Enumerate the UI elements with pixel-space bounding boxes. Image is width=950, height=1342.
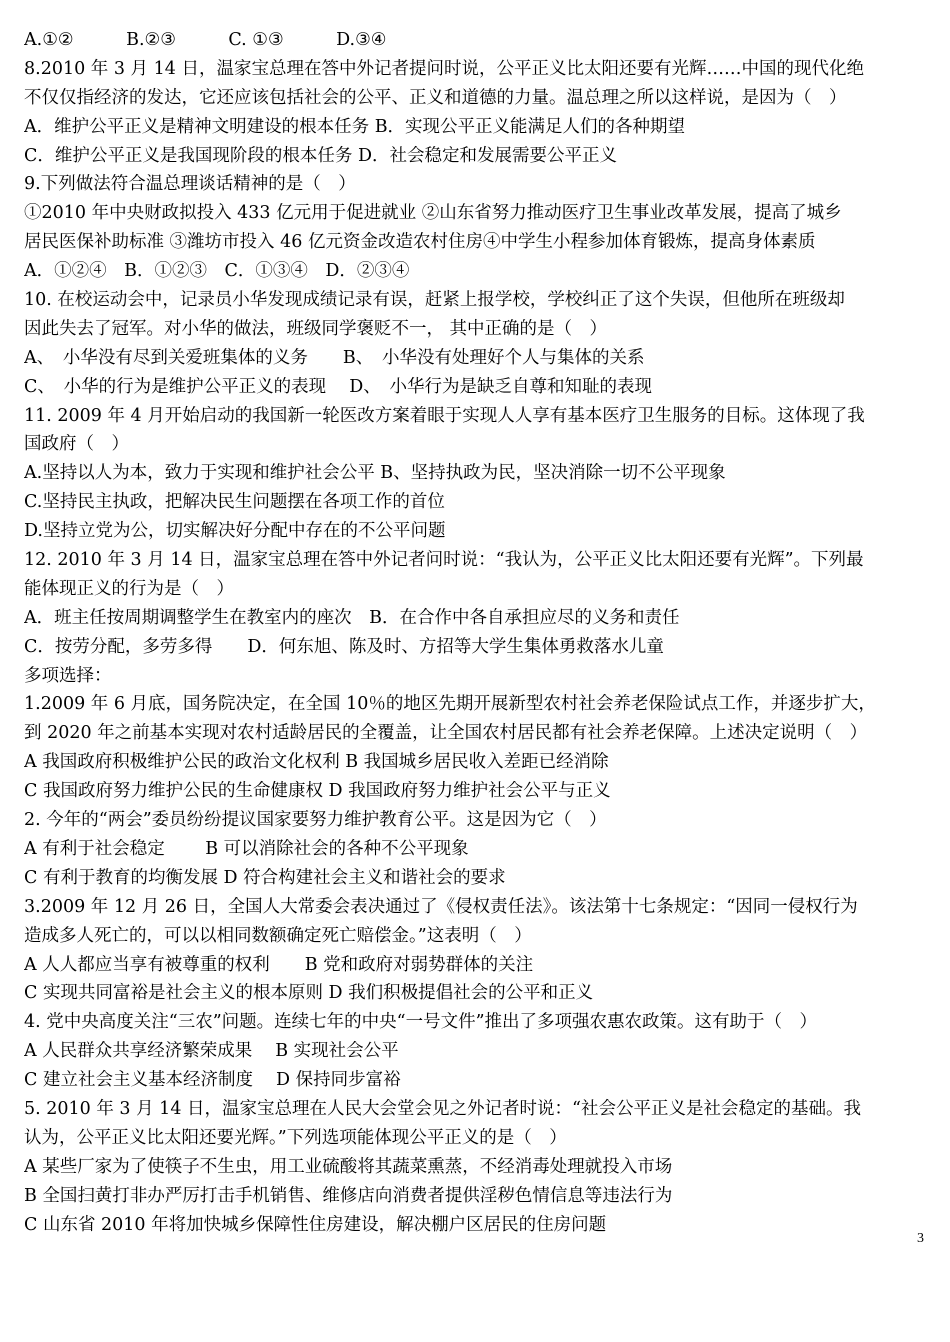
text-line: C 我国政府努力维护公民的生命健康权 D 我国政府努力维护社会公平与正义: [24, 781, 611, 802]
text-line: 2. 今年的“两会”委员纷纷提议国家要努力维护教育公平。这是因为它（ ）: [24, 810, 607, 831]
text-line: A．维护公平正义是精神文明建设的根本任务 B．实现公平正义能满足人们的各种期望: [24, 116, 686, 137]
text-line: A 人民群众共享经济繁荣成果 B 实现社会公平: [24, 1041, 399, 1062]
text-line: A 某些厂家为了使筷子不生虫，用工业硫酸将其蔬菜熏蒸，不经消毒处理就投入市场: [24, 1156, 673, 1177]
text-line: 因此失去了冠军。对小华的做法，班级同学褒贬不一， 其中正确的是（ ）: [24, 318, 608, 339]
text-line: 10. 在校运动会中，记录员小华发现成绩记录有误，赶紧上报学校，学校纠正了这个失误，但他所在班级却: [24, 290, 845, 311]
text-line: 1.2009 年 6 月底，国务院决定，在全国 10％的地区先期开展新型农村社会养老保险试点工作，并逐步扩大，: [24, 694, 876, 715]
text-line: 9.下列做法符合温总理谈话精神的是（ ）: [24, 174, 356, 195]
text-line: C．维护公平正义是我国现阶段的根本任务 D．社会稳定和发展需要公平正义: [24, 145, 617, 166]
text-line: 3.2009 年 12 月 26 日，全国人大常委会表决通过了《侵权责任法》。该法第十七条规定：“因同一侵权行为: [24, 896, 858, 917]
text-line: B 全国扫黄打非办严厉打击手机销售、维修店向消费者提供淫秽色情信息等违法行为: [24, 1185, 673, 1206]
text-line: 造成多人死亡的，可以以相同数额确定死亡赔偿金。”这表明（ ）: [24, 925, 532, 946]
text-line: ①2010 年中央财政拟投入 433 亿元用于促进就业 ②山东省努力推动医疗卫生事业改革发展，提高了城乡: [24, 203, 842, 224]
text-line: 国政府（ ）: [24, 434, 129, 455]
text-line: 认为，公平正义比太阳还要光辉。”下列选项能体现公平正义的是（ ）: [24, 1127, 567, 1148]
text-line: A．①②④ B．①②③ C．①③④ D．②③④: [24, 261, 410, 282]
text-line: 5. 2010 年 3 月 14 日，温家宝总理在人民大会堂会见之外记者时说：“社会公平正义是社会稳定的基础。我: [24, 1098, 861, 1119]
text-line: 到 2020 年之前基本实现对农村适龄居民的全覆盖，让全国农村居民都有社会养老保障。上述决定说明（ ）: [24, 723, 868, 744]
document-page: [24, 26, 930, 1239]
text-line: C．按劳分配，多劳多得 D．何东旭、陈及时、方招等大学生集体勇救落水儿童: [24, 636, 664, 657]
text-line: C 有利于教育的均衡发展 D 符合构建社会主义和谐社会的要求: [24, 867, 506, 888]
text-line: A．班主任按周期调整学生在教室内的座次 B．在合作中各自承担应尽的义务和责任: [24, 607, 680, 628]
text-line: 不仅仅指经济的发达，它还应该包括社会的公平、正义和道德的力量。温总理之所以这样说，是因为（ ）: [24, 87, 847, 108]
text-line: A 有利于社会稳定 B 可以消除社会的各种不公平现象: [24, 838, 469, 859]
text-line: C 建立社会主义基本经济制度 D 保持同步富裕: [24, 1070, 401, 1091]
text-line: A 人人都应当享有被尊重的权利 B 党和政府对弱势群体的关注: [24, 954, 534, 975]
text-line: A、 小华没有尽到关爱班集体的义务 B、 小华没有处理好个人与集体的关系: [24, 347, 645, 368]
text-line: 11. 2009 年 4 月开始启动的我国新一轮医改方案着眼于实现人人享有基本医疗卫生服务的目标。这体现了我: [24, 405, 865, 426]
text-line: 居民医保补助标准 ③潍坊市投入 46 亿元资金改造农村住房④中学生小程参加体育锻炼，提高身体素质: [24, 232, 816, 253]
text-line: 4. 党中央高度关注“三农”问题。连续七年的中央“一号文件”推出了多项强农惠农政策。这有助于（ ）: [24, 1012, 818, 1033]
text-line: D.坚持立党为公，切实解决好分配中存在的不公平问题: [24, 521, 446, 542]
text-line: C、 小华的行为是维护公平正义的表现 D、 小华行为是缺乏自尊和知耻的表现: [24, 376, 652, 397]
text-line: A 我国政府积极维护公民的政治文化权利 B 我国城乡居民收入差距已经消除: [24, 752, 609, 773]
text-line: C 山东省 2010 年将加快城乡保障性住房建设，解决棚户区居民的住房问题: [24, 1214, 607, 1235]
text-line: A.①② B.②③ C. ①③ D.③④: [24, 30, 387, 50]
text-line: 能体现正义的行为是（ ）: [24, 578, 234, 599]
page-number: 3: [917, 1231, 924, 1246]
text-line: A.坚持以人为本，致力于实现和维护社会公平 B、坚持执政为民，坚决消除一切不公平现象: [24, 463, 726, 484]
text-line: C 实现共同富裕是社会主义的根本原则 D 我们积极提倡社会的公平和正义: [24, 983, 594, 1004]
text-line: C.坚持民主执政，把解决民生问题摆在各项工作的首位: [24, 492, 445, 513]
text-line: 8.2010 年 3 月 14 日，温家宝总理在答中外记者提问时说，公平正义比太阳还要有光辉……中国的现代化绝: [24, 58, 864, 79]
section-heading: 多项选择：: [24, 665, 112, 686]
text-line: 12. 2010 年 3 月 14 日，温家宝总理在答中外记者问时说：“我认为，公平正义比太阳还要有光辉”。下列最: [24, 550, 864, 571]
